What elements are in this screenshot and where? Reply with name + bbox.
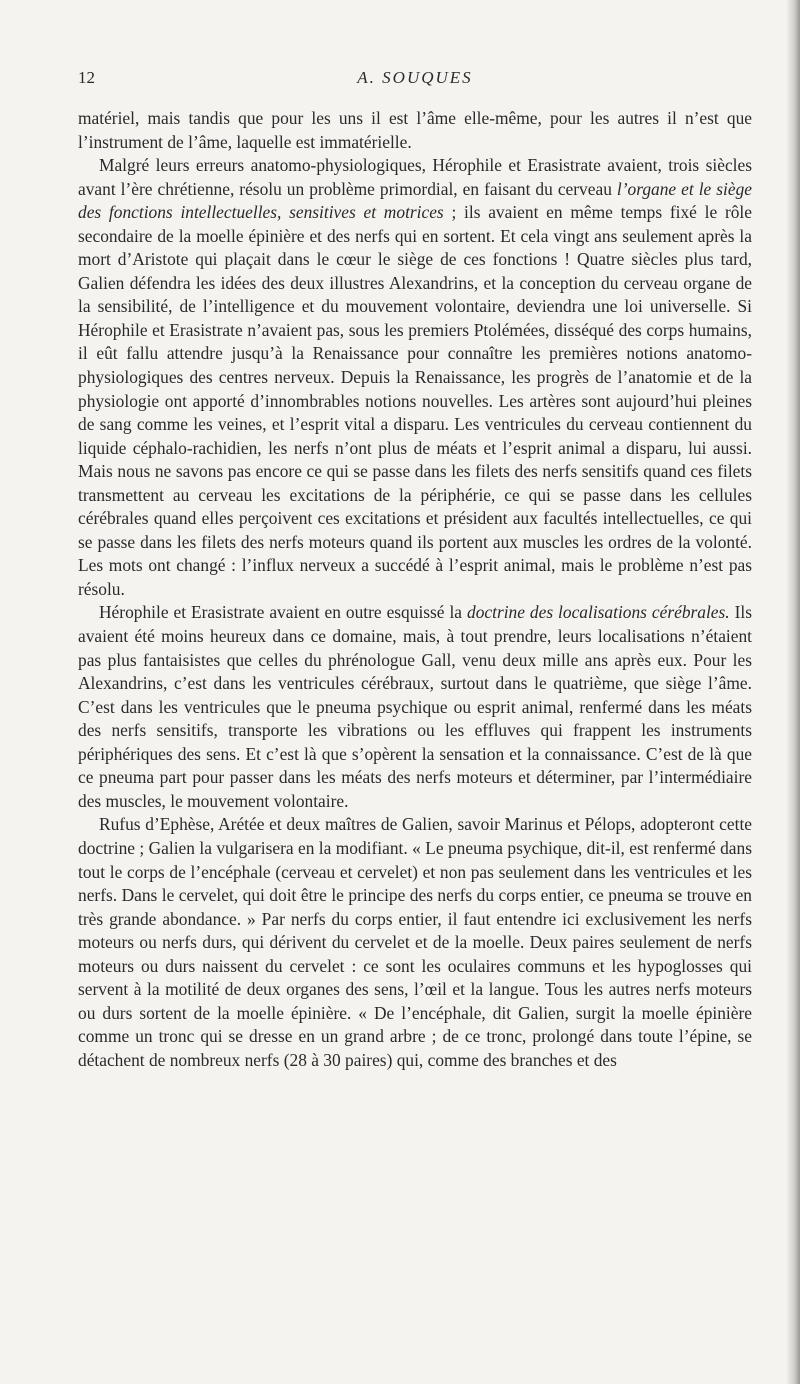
text-segment: Malgré leurs erreurs anatomo-physiologiques, Hérophile et Erasistrate avaient, trois siècles avant l’ère chrétienne, résolu un problème primordial, en faisant du cerveau (78, 155, 752, 199)
page-number: 12 (78, 68, 95, 87)
text-segment: Hérophile et Erasistrate avaient en outre esquissé la (99, 602, 467, 623)
paragraph (78, 813, 752, 1072)
page-header (78, 68, 752, 92)
running-head: A. SOUQUES (357, 68, 473, 87)
paragraph (78, 107, 752, 154)
page-edge-shadow (786, 0, 800, 1384)
text-segment: ; ils avaient en même temps fixé le rôle secondaire de la moelle épinière et des nerfs qui en sortent. Et cela vingt ans seulement après la mort d’Aristote qui plaçait dans le cœur le siège de ces fonctions ! Quatre siècles plus tard, Galien défendra les idées des deux illustres Alexandrins, et la conception du cerveau organe de la sensibilité, de l’intelligence et du mouvement volontaire, deviendra une loi universelle. Si Hérophile et Erasistrate n’avaient pas, sous les premiers Ptolémées, disséqué des corps humains, il eût fallu attendre jusqu’à la Renaissance pour connaître les premières notions anatomo-physiologiques des centres nerveux. Depuis la Renaissance, les progrès de l’anatomie et de la physiologie ont apporté d’innombrables notions nouvelles. Les artères sont aujourd’hui pleines de sang comme les veines, et l’esprit vital a disparu. Les ventricules du cerveau contiennent du liquide céphalo-rachidien, les nerfs n’ont plus de méats et l’esprit animal a disparu, lui aussi. Mais nous ne savons pas encore ce qui se passe dans les filets des nerfs sensitifs quand ces filets transmettent au cerveau les excitations de la périphérie, ce qui se passe dans les cellules cérébrales quand elles perçoivent ces excitations et président aux facultés intellectuelles, ce qui se passe dans les filets des nerfs moteurs quand ils portent aux muscles les ordres de la volonté. Les mots ont changé : l’influx nerveux a succédé à l’esprit animal, mais le problème n’est pas résolu. (78, 202, 752, 599)
italic-phrase: l’organe et le siège des fonctions intellectuelles, sensitives et motrices (78, 178, 753, 223)
text-segment: Rufus d’Ephèse, Arétée et deux maîtres de Galien, savoir Marinus et Pélops, adopteront cette doctrine ; Galien la vulgarisera en la modifiant. « Le pneuma psychique, dit-il, est renfermé dans tout le corps de l’encéphale (cerveau et cervelet) et non pas seulement dans les ventricules et les nerfs. Dans le cervelet, qui doit être le principe des nerfs du corps entier, ce pneuma se trouve en très grande abondance. » Par nerfs du corps entier, il faut entendre ici exclusivement les nerfs moteurs ou nerfs durs, qui dérivent du cervelet et de la moelle. Deux paires seulement de nerfs moteurs ou durs naissent du cervelet : ce sont les oculaires communs et les hypoglosses qui servent à la motilité de deux organes des sens, l’œil et la langue. Tous les autres nerfs moteurs ou durs sortent de la moelle épinière. « De l’encéphale, dit Galien, surgit la moelle épinière comme un tronc qui se dresse en un grand arbre ; de ce tronc, prolongé dans toute l’épine, se détachent de nombreux nerfs (28 à 30 paires) qui, comme des branches et des (78, 814, 752, 1070)
paragraph (78, 154, 752, 601)
text-segment: matériel, mais tandis que pour les uns il est l’âme elle-même, pour les autres il n’est que l’instrument de l’âme, laquelle est immatérielle. (78, 108, 752, 152)
paragraph (78, 601, 752, 813)
body-text (78, 107, 752, 1072)
text-segment: Ils avaient été moins heureux dans ce domaine, mais, à tout prendre, leurs localisations n’étaient pas plus fantaisistes que celles du phrénologue Gall, venu deux mille ans après eux. Pour les Alexandrins, c’est dans les ventricules cérébraux, surtout dans le quatrième, que siège l’âme. C’est dans les ventricules que le pneuma psychique ou esprit animal, renfermé dans les méats des nerfs sensitifs, transporte les vibrations ou les effluves qui frappent les instruments périphériques des sens. Et c’est là que s’opèrent la sensation et la connaissance. C’est de là que ce pneuma part pour passer dans les méats des nerfs moteurs et déterminer, par l’intermédiaire des muscles, le mouvement volontaire. (78, 602, 752, 811)
italic-phrase: doctrine des localisations cérébrales. (467, 602, 730, 623)
